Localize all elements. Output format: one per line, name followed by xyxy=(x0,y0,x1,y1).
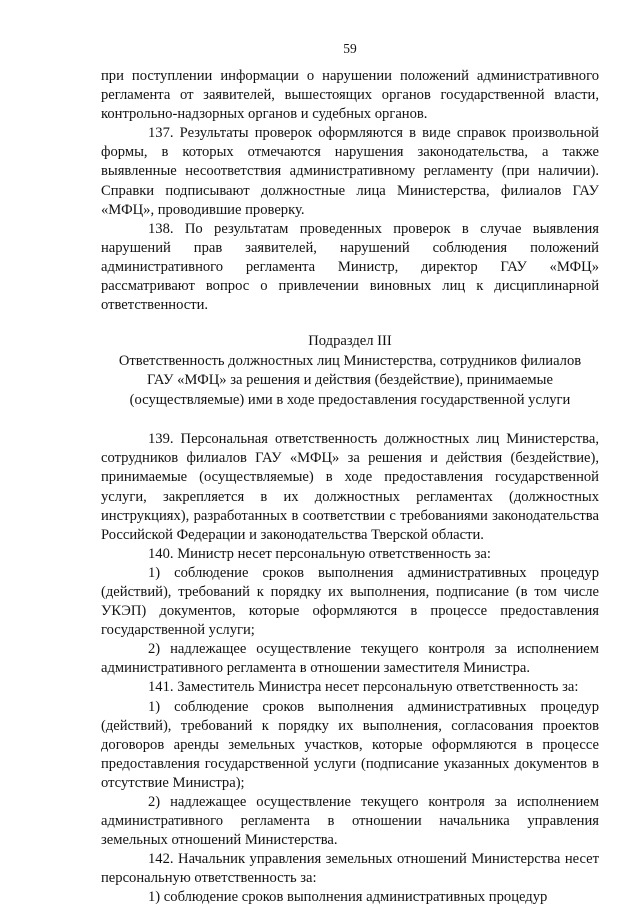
paragraph-140-item-1: 1) соблюдение сроков выполнения административных процедур (действий), требований к порядку их выполнения, подписание (в том числе УКЭП) документов, которые оформляются в процессе предоставления государственной услуги; xyxy=(101,564,599,639)
paragraph-139: 139. Персональная ответственность должностных лиц Министерства, сотрудников филиалов ГАУ «МФЦ» за решения и действия (бездействие), принимаемые (осуществляемые) в ходе предоставления государственной услуги, закрепляется в их должностных регламентах (должностных инструкциях), разработанных в соответствии с требованиями законодательства Российской Федерации и законодательства Тверской области. xyxy=(101,431,599,543)
paragraph-140-item-2: 2) надлежащее осуществление текущего контроля за исполнением административного регламента в отношении заместителя Министра. xyxy=(101,641,599,677)
paragraph-141-item-1: 1) соблюдение сроков выполнения административных процедур (действий), требований к порядку их выполнения, согласования проектов договоров аренды земельных участков, которые оформляются в процессе предоставления государственной услуги (подписание указанных документов в отсутствие Министра); xyxy=(101,698,599,791)
paragraph-138: 138. По результатам проведенных проверок в случае выявления нарушений прав заявителей, нарушений соблюдения положений административного регламента Министр, директор ГАУ «МФЦ» рассматривают вопрос о привлечении виновных лиц к дисциплинарной ответственности. xyxy=(101,220,599,314)
paragraph-142-item-1: 1) соблюдение сроков выполнения административных процедур xyxy=(148,889,548,906)
section-heading-title: Подраздел III xyxy=(308,333,392,350)
paragraph-142: 142. Начальник управления земельных отношений Министерства несет персональную ответственность за: xyxy=(101,851,599,887)
section-heading xyxy=(101,332,599,410)
paragraph-141-item-2: 2) надлежащее осуществление текущего контроля за исполнением административного регламента в отношении начальника управления земельных отношений Министерства. xyxy=(101,794,599,849)
section-heading-line-2: ГАУ «МФЦ» за решения и действия (бездействие), принимаемые xyxy=(147,372,553,389)
page-number: 59 xyxy=(343,41,357,56)
document-page xyxy=(101,40,599,908)
paragraph-continuation: при поступлении информации о нарушении положений административного регламента от заявителей, вышестоящих органов государственной власти, контрольно-надзорных органов и судебных органов. xyxy=(101,68,599,123)
paragraph-140: 140. Министр несет персональную ответственность за: xyxy=(148,545,491,562)
section-heading-line-1: Ответственность должностных лиц Министерства, сотрудников филиалов xyxy=(118,352,582,369)
paragraph-141: 141. Заместитель Министра несет персональную ответственность за: xyxy=(148,679,579,696)
section-heading-line-3: (осуществляемые) ими в ходе предоставления государственной услуги xyxy=(129,391,571,408)
paragraph-137: 137. Результаты проверок оформляются в виде справок произвольной формы, в которых отмечаются нарушения законодательства, а также выявленные несоответствия административному регламенту (при наличии). Справки подписывают должностные лица Министерства, филиалов ГАУ «МФЦ», проводившие проверку. xyxy=(101,125,599,218)
